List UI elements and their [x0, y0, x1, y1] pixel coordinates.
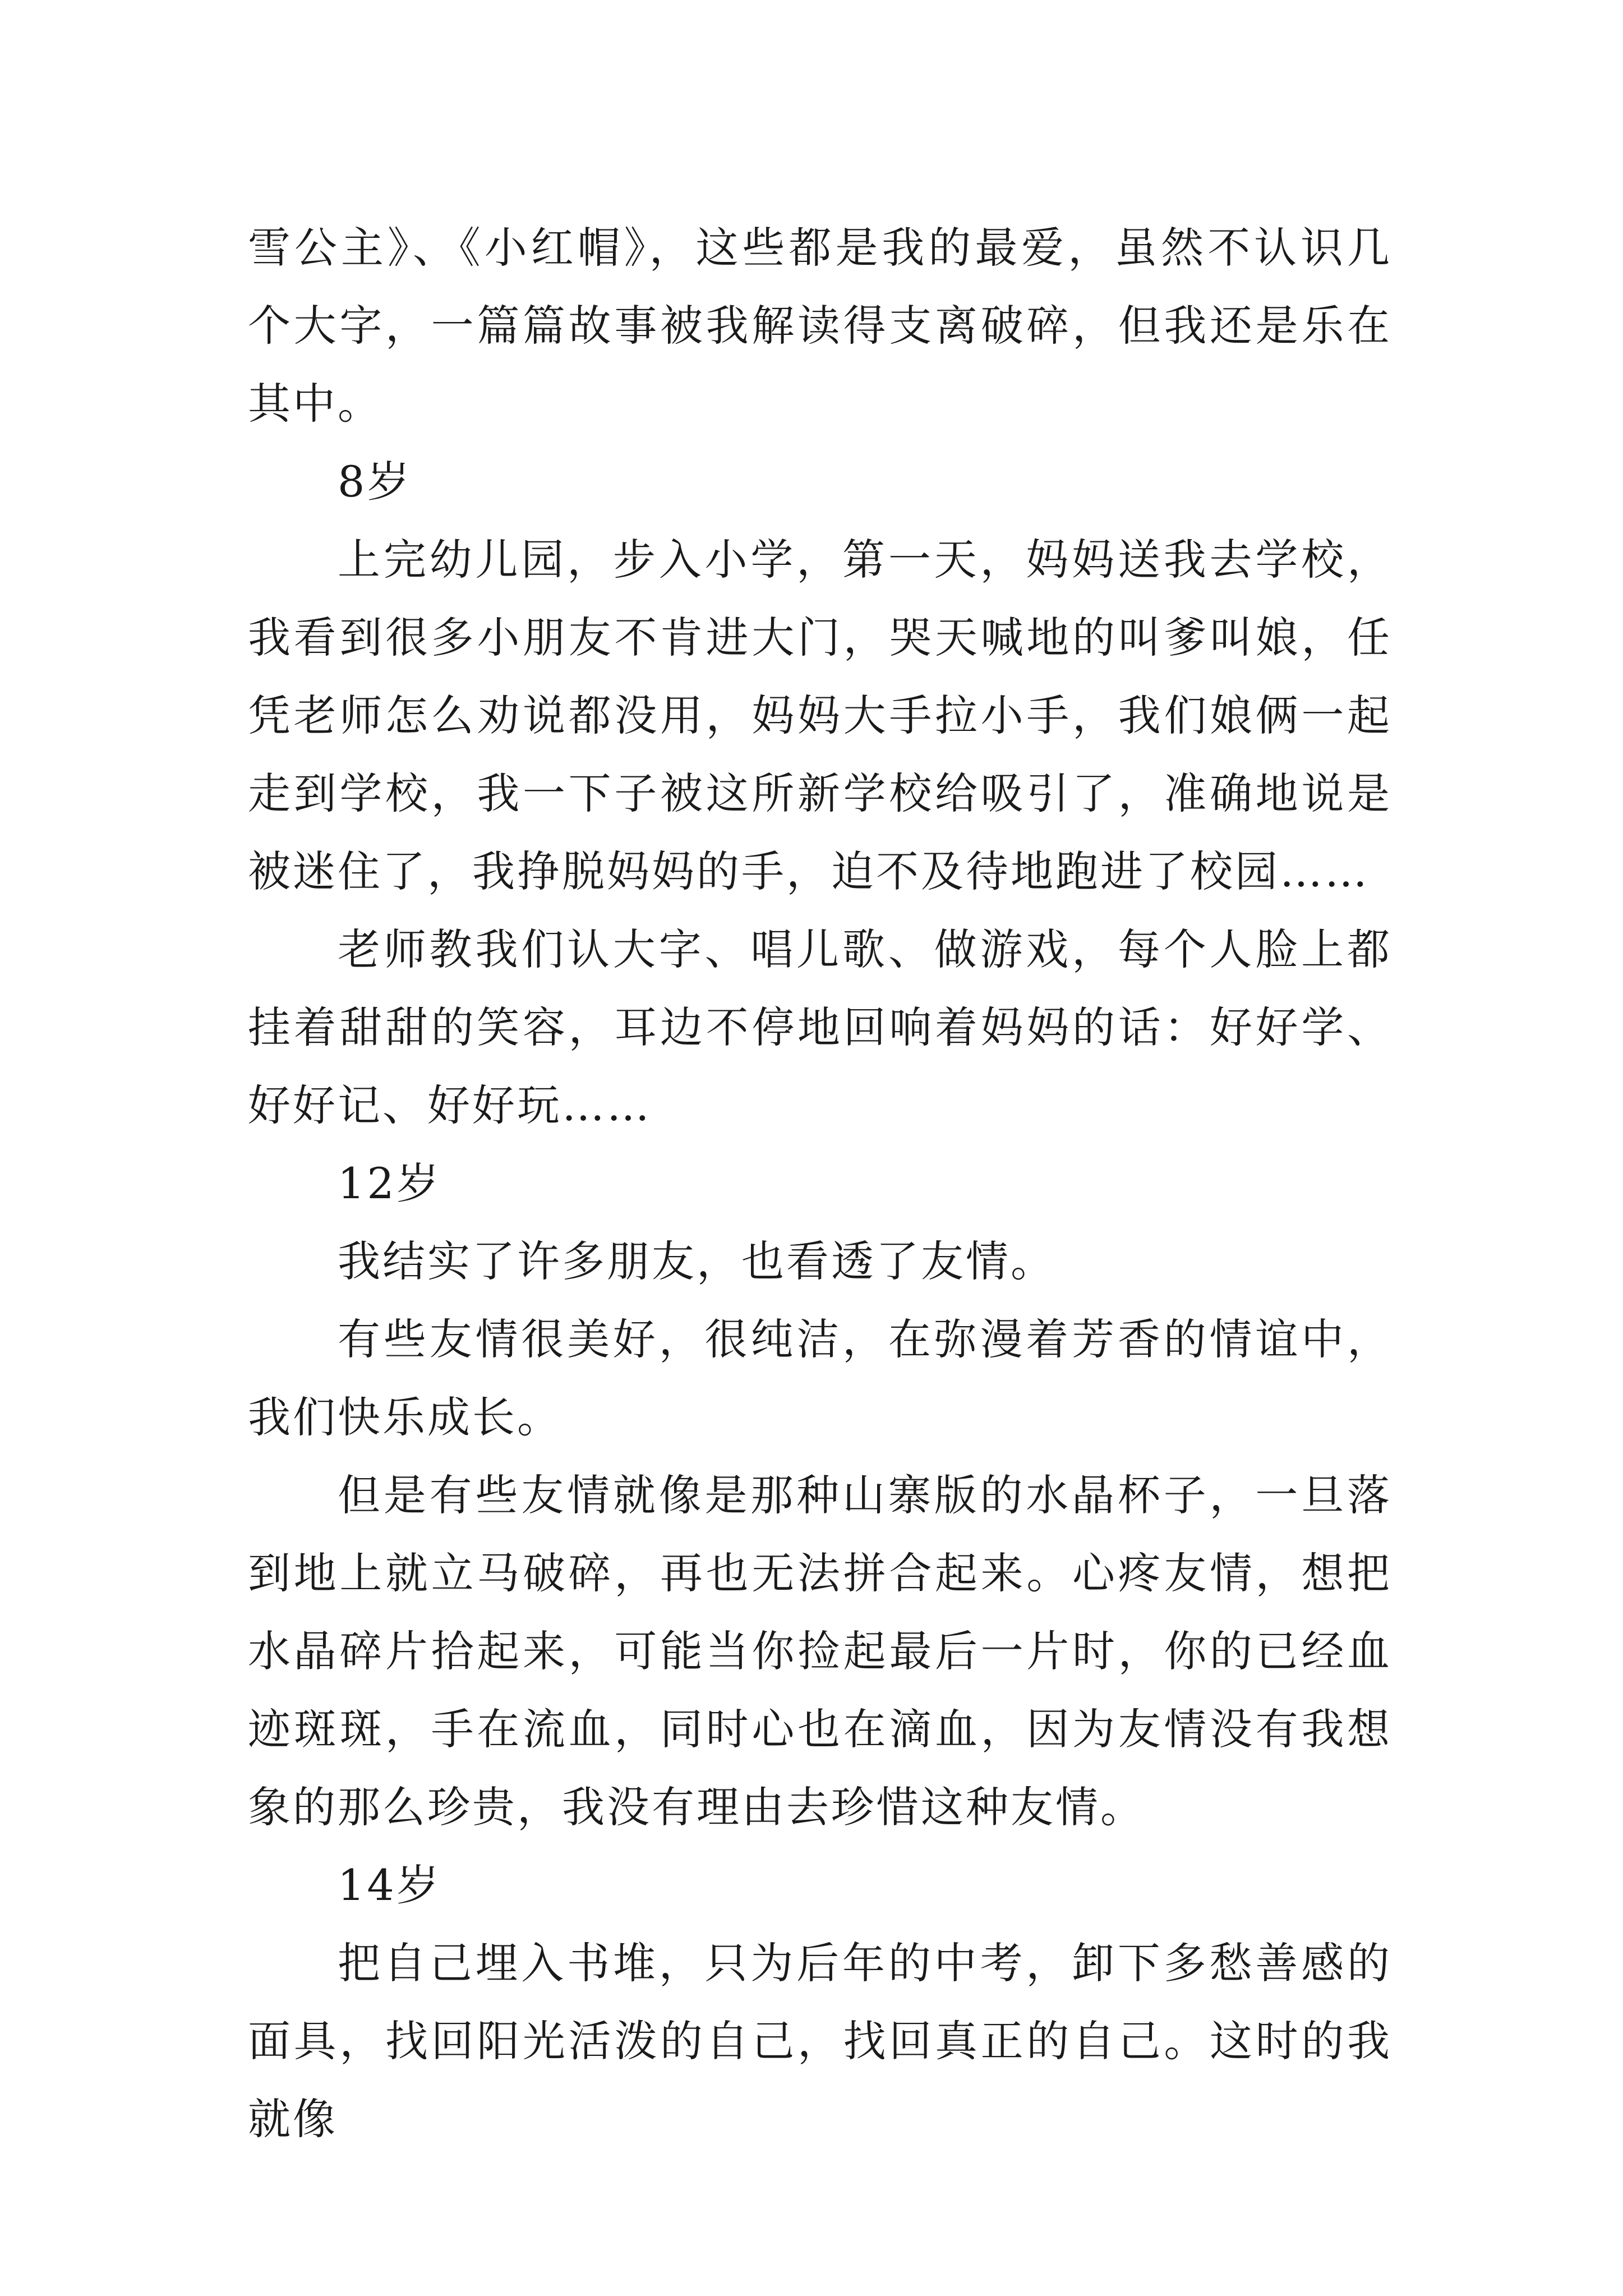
heading-age-12: 12岁 [338, 1158, 441, 1208]
paragraph-3: 老师教我们认大字、唱儿歌、做游戏，每个人脸上都挂着甜甜的笑容，耳边不停地回响着妈妈的话：好好学、好好记、好好玩…… [248, 924, 1392, 1130]
paragraph-4: 我结实了许多朋友，也看透了友情。 [338, 1236, 1055, 1286]
paragraph-1: 雪公主》、《小红帽》，这些都是我的最爱，虽然不认识几个大字，一篇篇故事被我解读得支离破碎，但我还是乐在其中。 [248, 223, 1392, 429]
heading-age-14: 14岁 [338, 1860, 441, 1910]
document-body [248, 209, 1392, 2158]
paragraph-6: 但是有些友情就像是那种山寨版的水晶杯子，一旦落到地上就立马破碎，再也无法拼合起来。心疼友情，想把水晶碎片拾起来，可能当你捡起最后一片时，你的已经血迹斑斑，手在流血，同时心也在滴血，因为友情没有我想象的那么珍贵，我没有理由去珍惜这种友情。 [248, 1470, 1392, 1832]
paragraph-5: 有些友情很美好，很纯洁，在弥漫着芳香的情谊中，我们快乐成长。 [248, 1314, 1392, 1442]
paragraph-2: 上完幼儿园，步入小学，第一天，妈妈送我去学校，我看到很多小朋友不肯进大门，哭天喊地的叫爹叫娘，任凭老师怎么劝说都没用，妈妈大手拉小手，我们娘俩一起走到学校，我一下子被这所新学校给吸引了，准确地说是被迷住了，我挣脱妈妈的手，迫不及待地跑进了校园…… [248, 535, 1392, 896]
paragraph-7: 把自己埋入书堆，只为后年的中考，卸下多愁善感的面具，找回阳光活泼的自己，找回真正的自己。这时的我就像 [248, 1938, 1392, 2144]
heading-age-8: 8岁 [338, 457, 412, 507]
